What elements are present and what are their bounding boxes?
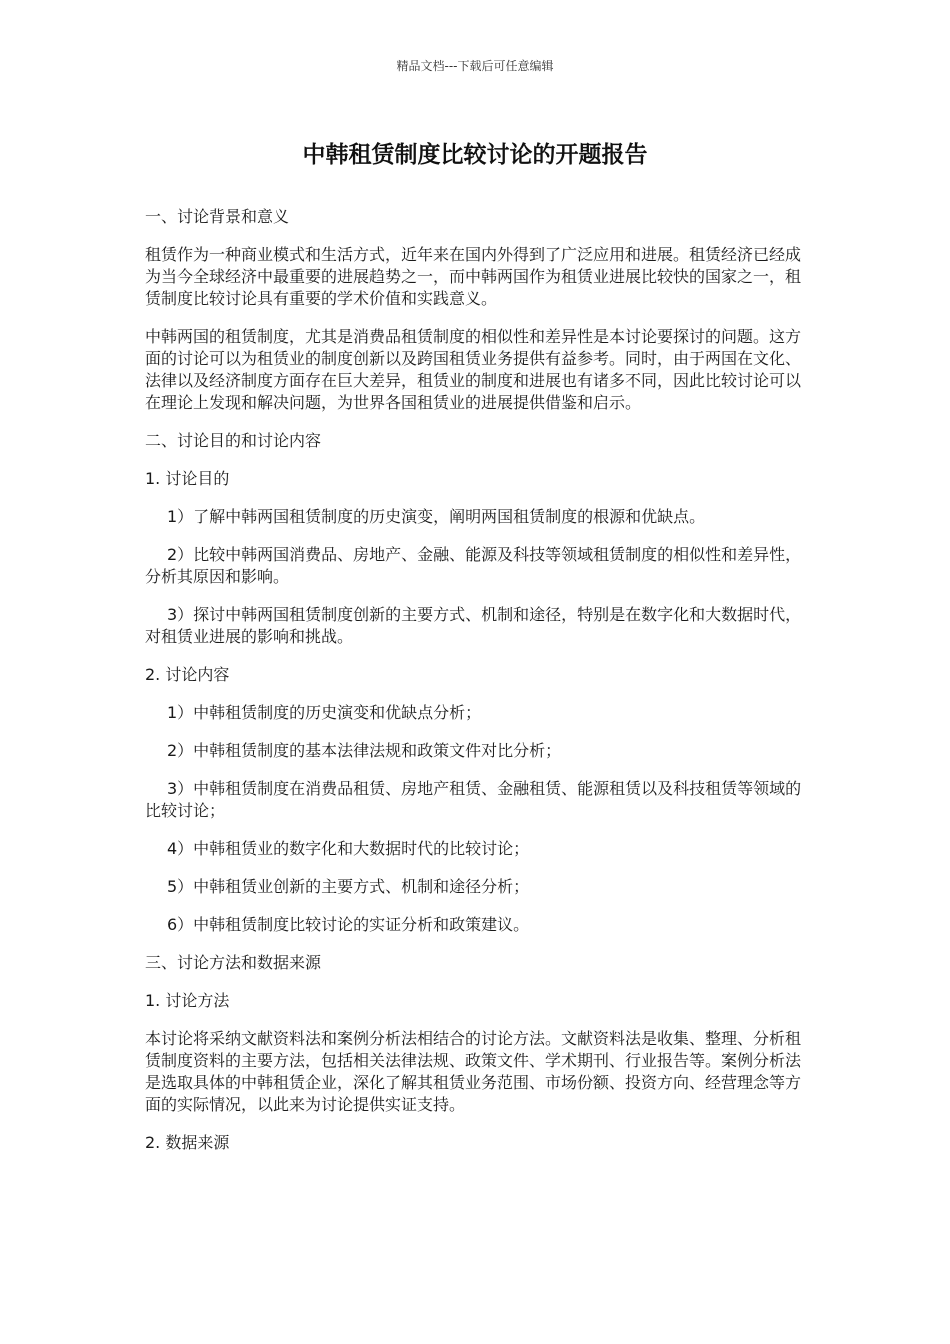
document-body [145,206,805,1170]
section-heading: 一、讨论背景和意义 [145,207,290,226]
subsection-heading: 2. 讨论内容 [145,665,230,684]
list-item: 2）中韩租赁制度的基本法律法规和政策文件对比分析； [167,741,562,760]
list-item: 4）中韩租赁业的数字化和大数据时代的比较讨论； [167,839,530,858]
header-note: 精品文档---下载后可任意编辑 [396,59,554,73]
subsection-heading: 2. 数据来源 [145,1133,230,1152]
subsection-heading: 1. 讨论目的 [145,469,230,488]
list-item: 1）了解中韩两国租赁制度的历史演变，阐明两国租赁制度的根源和优缺点。 [167,507,706,526]
list-item: 3）探讨中韩两国租赁制度创新的主要方式、机制和途径，特别是在数字化和大数据时代，对租赁业进展的影响和挑战。 [145,605,802,646]
subsection-heading: 1. 讨论方法 [145,991,230,1010]
section-heading: 三、讨论方法和数据来源 [145,953,322,972]
list-item: 3）中韩租赁制度在消费品租赁、房地产租赁、金融租赁、能源租赁以及科技租赁等领域的比较讨论； [145,779,802,820]
body-paragraph: 本讨论将采纳文献资料法和案例分析法相结合的讨论方法。文献资料法是收集、整理、分析租赁制度资料的主要方法，包括相关法律法规、政策文件、学术期刊、行业报告等。案例分析法是选取具体的中韩租赁企业，深化了解其租赁业务范围、市场份额、投资方向、经营理念等方面的实际情况，以此来为讨论提供实证支持。 [145,1029,802,1114]
section-heading: 二、讨论目的和讨论内容 [145,431,322,450]
body-paragraph: 中韩两国的租赁制度，尤其是消费品租赁制度的相似性和差异性是本讨论要探讨的问题。这方面的讨论可以为租赁业的制度创新以及跨国租赁业务提供有益参考。同时，由于两国在文化、法律以及经济制度方面存在巨大差异，租赁业的制度和进展也有诸多不同，因此比较讨论可以在理论上发现和解决问题，为世界各国租赁业的进展提供借鉴和启示。 [145,327,802,412]
list-item: 6）中韩租赁制度比较讨论的实证分析和政策建议。 [167,915,530,934]
list-item: 2）比较中韩两国消费品、房地产、金融、能源及科技等领域租赁制度的相似性和差异性，分析其原因和影响。 [145,545,802,586]
document-title: 中韩租赁制度比较讨论的开题报告 [302,142,648,168]
list-item: 1）中韩租赁制度的历史演变和优缺点分析； [167,703,482,722]
body-paragraph: 租赁作为一种商业模式和生活方式，近年来在国内外得到了广泛应用和进展。租赁经济已经成为当今全球经济中最重要的进展趋势之一，而中韩两国作为租赁业进展比较快的国家之一，租赁制度比较讨论具有重要的学术价值和实践意义。 [145,245,802,308]
list-item: 5）中韩租赁业创新的主要方式、机制和途径分析； [167,877,530,896]
